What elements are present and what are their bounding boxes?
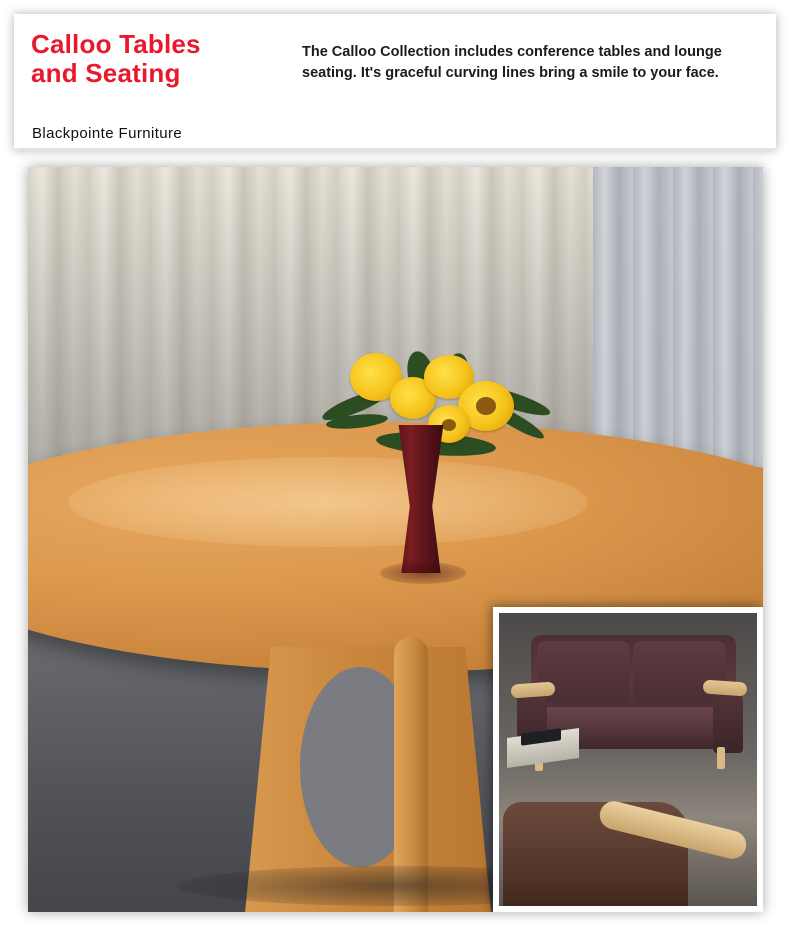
lounge-seating-photo [493, 607, 763, 912]
page-title [31, 30, 281, 88]
header-content [14, 14, 776, 150]
brand-name: Blackpointe Furniture [32, 125, 183, 142]
flower-center [442, 419, 456, 431]
page-title-line-2: and Seating [31, 58, 181, 88]
conference-table-photo [28, 167, 763, 912]
flower-center [476, 397, 496, 415]
settee-arm-cap-right [703, 679, 748, 696]
header-panel [14, 14, 776, 150]
lounge-settee [517, 635, 749, 785]
curtain-drape-right [593, 167, 763, 467]
settee-leg [717, 747, 725, 769]
settee-arm-right [713, 687, 743, 753]
collection-description: The Calloo Collection includes conference tables and lounge seating. It's graceful curving lines bring a smile to your face. [302, 44, 722, 81]
lounge-armchair [503, 782, 743, 912]
header-divider [14, 148, 776, 150]
page-title-line-1: Calloo Tables [31, 29, 201, 59]
vase-reflection [380, 562, 466, 584]
table-highlight [68, 457, 588, 547]
